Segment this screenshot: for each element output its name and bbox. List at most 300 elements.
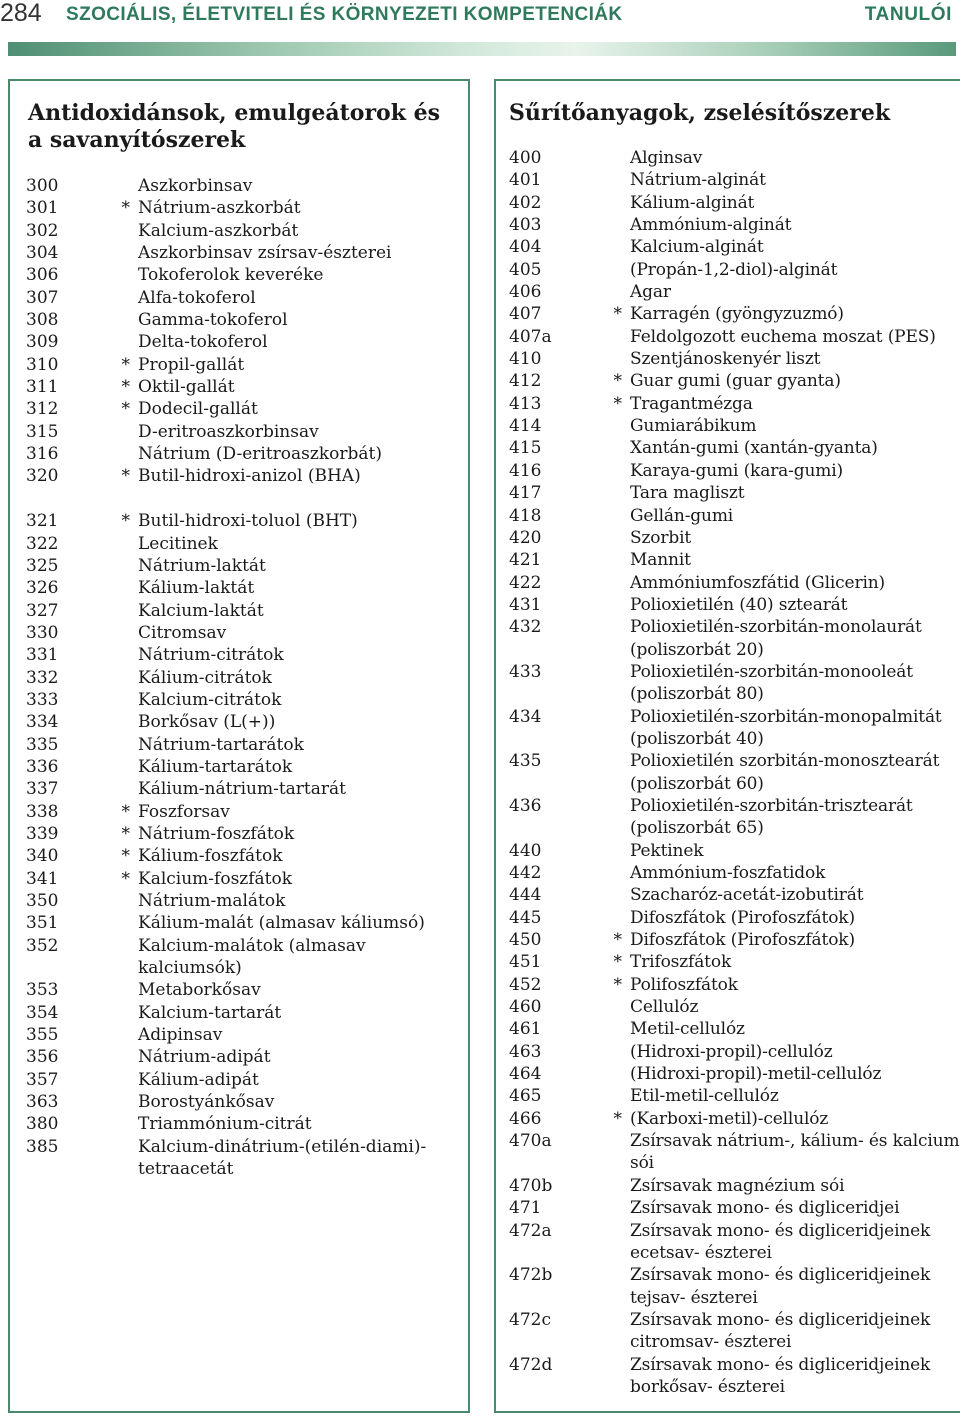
additive-row: [10, 309, 468, 331]
additive-row: [496, 1085, 960, 1107]
additive-name: Kálium-citrátok: [138, 667, 272, 688]
e-number: 432: [509, 617, 542, 638]
additive-name: Kalcium-laktát: [138, 600, 264, 621]
e-number: 337: [26, 779, 59, 800]
e-number: 325: [26, 555, 59, 576]
additive-name: Delta-tokoferol: [138, 332, 268, 353]
asterisk-marker: [88, 711, 138, 733]
additive-row: [496, 1130, 960, 1175]
e-number: 310: [26, 354, 59, 375]
additive-row: [496, 884, 960, 906]
additive-name: Nátrium-alginát: [630, 170, 766, 191]
additive-name: D-eritroaszkorbinsav: [138, 421, 319, 442]
asterisk-marker: [590, 1041, 630, 1063]
asterisk-marker: [88, 644, 138, 666]
asterisk-marker: [88, 979, 138, 1001]
asterisk-marker: [88, 242, 138, 264]
asterisk-marker: [88, 331, 138, 353]
asterisk-marker: [88, 1136, 138, 1181]
e-number: 407a: [509, 326, 552, 347]
additive-name: Ammóniumfoszfátid (Glicerin): [630, 572, 886, 593]
asterisk-marker: [590, 348, 630, 370]
e-number: 300: [26, 176, 59, 196]
asterisk-marker: *: [121, 846, 130, 867]
additive-row: [10, 801, 468, 823]
additive-name: Oktil-gallát: [138, 377, 235, 398]
asterisk-marker: *: [613, 974, 622, 995]
additive-name: Kalcium-malátok (almasav kalciumsók): [138, 935, 366, 979]
asterisk-marker: [590, 169, 630, 191]
asterisk-marker: [590, 1018, 630, 1040]
e-number: 336: [26, 756, 59, 777]
additive-row: [496, 951, 960, 973]
additive-row: [10, 354, 468, 376]
e-number: 354: [26, 1002, 59, 1023]
additive-name: Kalcium-tartarát: [138, 1002, 282, 1023]
e-number: 316: [26, 444, 59, 465]
additive-name: Lecitinek: [138, 533, 218, 554]
e-number: 412: [509, 371, 542, 392]
additive-name: Gumiarábikum: [630, 416, 757, 437]
additive-name: Polioxietilén szorbitán-monosztearát (poliszorbát 60): [630, 751, 940, 794]
asterisk-marker: *: [121, 511, 130, 532]
e-number: 330: [26, 622, 59, 643]
additive-row: [496, 996, 960, 1018]
asterisk-marker: [590, 1354, 630, 1399]
additive-row: [496, 236, 960, 258]
additive-row: [10, 756, 468, 778]
e-number: 385: [26, 1136, 59, 1157]
e-number: 410: [509, 349, 542, 370]
e-number: 320: [26, 466, 59, 487]
e-number: 452: [509, 974, 542, 995]
additive-row: [496, 572, 960, 594]
additive-row: [496, 1018, 960, 1040]
additive-row: [10, 1113, 468, 1135]
additive-name: Polioxietilén-szorbitán-monolaurát (poliszorbát 20): [630, 617, 922, 660]
e-number: 418: [509, 505, 542, 526]
additive-row: [10, 600, 468, 622]
additive-name: Triammónium-citrát: [138, 1114, 312, 1135]
additive-row: [10, 1069, 468, 1091]
additive-name: Kalcium-aszkorbát: [138, 220, 299, 241]
additive-name: Szorbit: [630, 527, 692, 548]
additive-name: Kálium-adipát: [138, 1069, 259, 1090]
asterisk-marker: [590, 460, 630, 482]
asterisk-marker: [590, 147, 630, 169]
e-number: 434: [509, 706, 542, 727]
e-number: 464: [509, 1064, 542, 1085]
e-number: 405: [509, 259, 542, 280]
e-number: 351: [26, 913, 59, 934]
additive-row: [496, 862, 960, 884]
additive-name: Polioxietilén-szorbitán-trisztearát (poliszorbát 65): [630, 795, 913, 839]
asterisk-marker: [590, 840, 630, 862]
additive-row: [496, 1041, 960, 1063]
e-number: 417: [509, 483, 542, 504]
e-number: 401: [509, 170, 542, 191]
additive-row: [496, 482, 960, 504]
panel-title: Antidoxidánsok, emulgeátorok és a savanyítószerek: [28, 100, 441, 153]
asterisk-marker: [88, 533, 138, 555]
additive-row: [10, 890, 468, 912]
additive-row: [10, 376, 468, 398]
e-number: 301: [26, 198, 59, 219]
additive-name: Kalcium-foszfátok: [138, 868, 293, 889]
additive-row: [496, 169, 960, 191]
additive-row: [496, 1175, 960, 1197]
asterisk-marker: [88, 577, 138, 599]
asterisk-marker: [590, 326, 630, 348]
additive-name: (Hidroxi-propil)-cellulóz: [630, 1041, 833, 1062]
e-number: 470b: [509, 1175, 553, 1196]
additive-row: [496, 974, 960, 996]
asterisk-marker: *: [121, 399, 130, 420]
asterisk-marker: [590, 572, 630, 594]
additive-name: Polioxietilén-szorbitán-monooleát (poliszorbát 80): [630, 661, 913, 705]
page-header: [0, 0, 960, 34]
additive-row: [496, 594, 960, 616]
additive-name: Metaborkősav: [138, 980, 261, 1001]
additive-row: [10, 398, 468, 420]
additive-row: [496, 661, 960, 706]
additive-name: Alfa-tokoferol: [138, 287, 256, 308]
additive-name: Gellán-gumi: [630, 505, 734, 526]
e-number: 421: [509, 550, 542, 571]
additive-row: [496, 348, 960, 370]
e-number: 315: [26, 421, 59, 442]
additive-name: Gamma-tokoferol: [138, 310, 288, 331]
additive-name: Tokoferolok keveréke: [138, 265, 324, 286]
e-number: 357: [26, 1069, 59, 1090]
additive-name: Feldolgozott euchema moszat (PES): [630, 326, 936, 347]
additive-row: [10, 331, 468, 353]
additive-name: Adipinsav: [138, 1025, 223, 1046]
asterisk-marker: [590, 616, 630, 661]
additive-row: [496, 415, 960, 437]
additive-row: [496, 1264, 960, 1309]
additive-name: Tragantmézga: [630, 393, 753, 414]
asterisk-marker: [88, 1113, 138, 1135]
additive-name: Zsírsavak mono- és digliceridjeinek citromsav- észterei: [630, 1309, 931, 1353]
asterisk-marker: [88, 689, 138, 711]
asterisk-marker: [88, 1091, 138, 1113]
additive-row: [496, 192, 960, 214]
additive-name: Borostyánkősav: [138, 1092, 275, 1113]
asterisk-marker: [88, 756, 138, 778]
e-number: 414: [509, 416, 542, 437]
additive-row: [496, 393, 960, 415]
asterisk-marker: [88, 287, 138, 309]
asterisk-marker: [590, 482, 630, 504]
additive-name: Zsírsavak mono- és digliceridjeinek borkősav- észterei: [630, 1354, 931, 1397]
additive-row: [496, 214, 960, 236]
additive-name: Propil-gallát: [138, 354, 245, 375]
additive-row: [496, 1309, 960, 1354]
additive-row: [496, 1220, 960, 1265]
additive-row: [10, 979, 468, 1001]
e-number: 334: [26, 712, 59, 733]
additive-name: (Karboxi-metil)-cellulóz: [630, 1108, 829, 1129]
additive-name: Szentjánoskenyér liszt: [630, 349, 821, 370]
additive-row: [496, 549, 960, 571]
additive-name: Cellulóz: [630, 997, 699, 1018]
additive-row: [10, 1091, 468, 1113]
additive-name: Nátrium-tartarátok: [138, 734, 304, 755]
additive-name: Kalcium-alginát: [630, 237, 764, 258]
additive-name: Ammónium-foszfatidok: [630, 863, 826, 883]
additive-name: Nátrium-citrátok: [138, 645, 284, 666]
e-number: 327: [26, 600, 59, 621]
e-number: 433: [509, 661, 542, 682]
e-number: 465: [509, 1086, 542, 1107]
e-number: 341: [26, 868, 59, 889]
additive-row: [496, 281, 960, 303]
additive-row: [10, 622, 468, 644]
additive-row: [10, 868, 468, 890]
additive-row: [10, 1024, 468, 1046]
additive-name: Nátrium-adipát: [138, 1047, 271, 1068]
asterisk-marker: [590, 192, 630, 214]
asterisk-marker: [590, 1309, 630, 1354]
asterisk-marker: [590, 750, 630, 795]
asterisk-marker: [88, 912, 138, 934]
e-number: 435: [509, 751, 542, 772]
asterisk-marker: [590, 706, 630, 751]
e-number: 403: [509, 215, 542, 236]
asterisk-marker: [590, 214, 630, 236]
additive-name: Kalcium-dinátrium-(etilén-diami)-tetraacetát: [138, 1136, 427, 1180]
e-number: 331: [26, 645, 59, 666]
asterisk-marker: [590, 437, 630, 459]
additive-name: Nátrium-aszkorbát: [138, 198, 301, 219]
asterisk-marker: *: [121, 801, 130, 822]
additive-row: [10, 197, 468, 219]
additive-row: [496, 147, 960, 169]
additive-name: Kálium-nátrium-tartarát: [138, 779, 346, 800]
asterisk-marker: [88, 622, 138, 644]
e-number: 339: [26, 823, 59, 844]
additive-name: Kálium-tartarátok: [138, 756, 293, 777]
asterisk-marker: *: [613, 304, 622, 325]
e-number: 461: [509, 1019, 542, 1040]
additive-name: Butil-hidroxi-anizol (BHA): [138, 466, 361, 487]
asterisk-marker: *: [613, 1108, 622, 1129]
additive-name: Ammónium-alginát: [630, 215, 792, 236]
additive-row: [10, 421, 468, 443]
asterisk-marker: [590, 1130, 630, 1175]
page-number: 284: [0, 0, 42, 27]
additive-name: Aszkorbinsav zsírsav-észterei: [138, 243, 392, 264]
e-number: 308: [26, 310, 59, 331]
additive-row: [496, 527, 960, 549]
e-number: 431: [509, 594, 542, 615]
e-number: 307: [26, 287, 59, 308]
additive-name: Zsírsavak mono- és digliceridjei: [630, 1198, 900, 1219]
e-number: 404: [509, 237, 542, 258]
additive-row: [496, 750, 960, 795]
asterisk-marker: [590, 795, 630, 840]
e-number: 407: [509, 304, 542, 325]
asterisk-marker: *: [613, 371, 622, 392]
asterisk-marker: [590, 1197, 630, 1219]
additive-row: [10, 175, 468, 197]
additive-name: Mannit: [630, 550, 691, 571]
additive-row: [10, 711, 468, 733]
e-number: 309: [26, 332, 59, 353]
asterisk-marker: [590, 527, 630, 549]
additive-name: Citromsav: [138, 622, 227, 643]
e-number: 304: [26, 243, 59, 264]
additive-name: Zsírsavak magnézium sói: [630, 1175, 845, 1196]
additive-name: Zsírsavak nátrium-, kálium- és kalcium sói: [630, 1131, 960, 1174]
asterisk-marker: *: [613, 930, 622, 951]
asterisk-marker: [88, 309, 138, 331]
additive-group: [10, 175, 468, 488]
e-number: 402: [509, 192, 542, 213]
additive-name: Guar gumi (guar gyanta): [630, 371, 841, 392]
e-number: 415: [509, 438, 542, 459]
additive-row: [496, 1197, 960, 1219]
e-number: 302: [26, 220, 59, 241]
additive-name: Pektinek: [630, 840, 704, 861]
asterisk-marker: [590, 1220, 630, 1265]
header-gradient-bar: [8, 42, 956, 56]
e-number: 406: [509, 282, 542, 303]
additive-name: Nátrium-malátok: [138, 891, 286, 911]
e-number: 472d: [509, 1354, 553, 1375]
e-number: 312: [26, 399, 59, 420]
e-number: 442: [509, 863, 542, 883]
role-label: TANULÓI: [864, 4, 952, 25]
e-number: 353: [26, 980, 59, 1001]
e-number: 356: [26, 1047, 59, 1068]
asterisk-marker: *: [121, 198, 130, 219]
additive-name: Difoszfátok (Pirofoszfátok): [630, 930, 855, 951]
e-number: 440: [509, 840, 542, 861]
e-number: 451: [509, 952, 542, 973]
asterisk-marker: [590, 1063, 630, 1085]
additive-row: [496, 706, 960, 751]
e-number: 326: [26, 578, 59, 599]
asterisk-marker: [88, 600, 138, 622]
additive-row: [10, 778, 468, 800]
asterisk-marker: [88, 1002, 138, 1024]
asterisk-marker: [590, 594, 630, 616]
asterisk-marker: *: [613, 393, 622, 414]
additive-row: [10, 242, 468, 264]
e-number: 355: [26, 1025, 59, 1046]
additive-row: [10, 935, 468, 980]
e-number: 445: [509, 907, 542, 928]
e-number: 420: [509, 527, 542, 548]
asterisk-marker: [590, 907, 630, 929]
additive-row: [10, 734, 468, 756]
e-number: 416: [509, 460, 542, 481]
additive-name: Tara magliszt: [630, 483, 745, 504]
asterisk-marker: [88, 778, 138, 800]
additive-row: [496, 795, 960, 840]
asterisk-marker: *: [121, 377, 130, 398]
asterisk-marker: [88, 220, 138, 242]
asterisk-marker: *: [121, 868, 130, 889]
e-number: 460: [509, 997, 542, 1018]
e-number: 352: [26, 935, 59, 956]
asterisk-marker: [590, 1175, 630, 1197]
additive-name: Difoszfátok (Pirofoszfátok): [630, 907, 855, 928]
asterisk-marker: [88, 1069, 138, 1091]
asterisk-marker: *: [613, 952, 622, 973]
additive-row: [10, 689, 468, 711]
asterisk-marker: [590, 549, 630, 571]
additive-name: Zsírsavak mono- és digliceridjeinek tejsav- észterei: [630, 1265, 931, 1308]
additive-row: [10, 1002, 468, 1024]
additive-row: [10, 1046, 468, 1068]
additive-name: Borkősav (L(+)): [138, 712, 276, 733]
additive-row: [10, 577, 468, 599]
e-number: 472a: [509, 1220, 552, 1241]
additive-name: Szacharóz-acetát-izobutirát: [630, 885, 864, 906]
additive-row: [496, 1063, 960, 1085]
additive-name: Kalcium-citrátok: [138, 689, 282, 710]
asterisk-marker: [88, 421, 138, 443]
additive-row: [10, 287, 468, 309]
e-number: 400: [509, 148, 542, 168]
additive-group: [496, 147, 960, 1398]
e-number: 338: [26, 801, 59, 822]
asterisk-marker: [590, 1264, 630, 1309]
additive-row: [10, 667, 468, 689]
e-number: 322: [26, 533, 59, 554]
additive-list: [10, 175, 468, 1180]
asterisk-marker: [88, 734, 138, 756]
additive-row: [10, 912, 468, 934]
e-number: 422: [509, 572, 542, 593]
additive-row: [10, 1136, 468, 1181]
thickeners-panel: [494, 79, 960, 1413]
additive-name: Metil-cellulóz: [630, 1019, 745, 1040]
additive-row: [10, 644, 468, 666]
asterisk-marker: *: [121, 466, 130, 487]
additive-name: (Hidroxi-propil)-metil-cellulóz: [630, 1064, 882, 1085]
asterisk-marker: [590, 884, 630, 906]
additive-row: [496, 1108, 960, 1130]
e-number: 306: [26, 265, 59, 286]
e-number: 470a: [509, 1131, 552, 1152]
e-number: 335: [26, 734, 59, 755]
additive-name: Karragén (gyöngyzuzmó): [630, 304, 844, 325]
e-number: 311: [26, 377, 59, 398]
e-number: 350: [26, 891, 59, 911]
additive-name: Nátrium (D-eritroaszkorbát): [138, 444, 382, 465]
asterisk-marker: [88, 264, 138, 286]
additive-row: [496, 1354, 960, 1399]
additive-group: [10, 510, 468, 1180]
additive-name: Nátrium-foszfátok: [138, 823, 295, 844]
additive-name: Foszforsav: [138, 801, 230, 822]
additive-row: [496, 326, 960, 348]
e-number: 321: [26, 511, 59, 532]
additive-row: [496, 370, 960, 392]
e-number: 472b: [509, 1265, 553, 1286]
e-number: 340: [26, 846, 59, 867]
additive-row: [10, 823, 468, 845]
additive-row: [10, 220, 468, 242]
additive-name: Kálium-laktát: [138, 578, 255, 599]
e-number: 436: [509, 795, 542, 816]
additive-name: Dodecil-gallát: [138, 399, 258, 420]
additive-row: [10, 510, 468, 532]
